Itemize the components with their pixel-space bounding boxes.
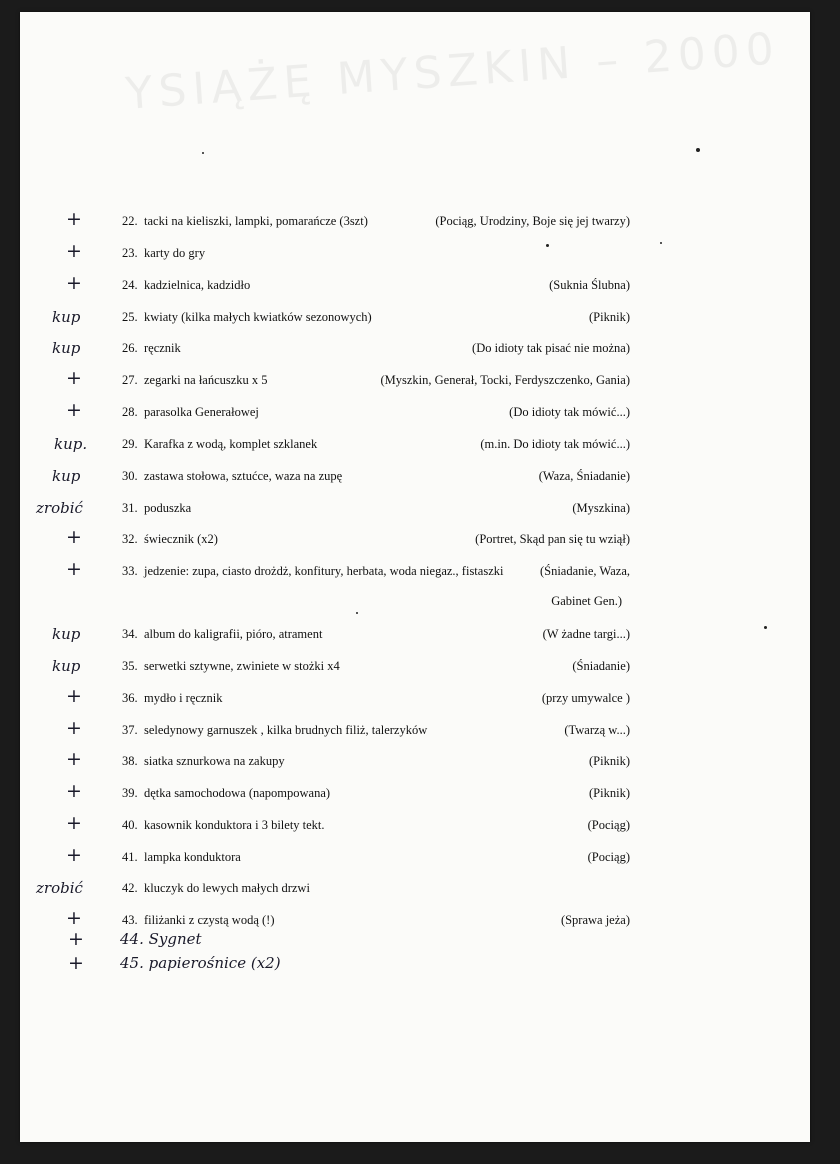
item-number: 29. — [122, 437, 138, 451]
item-text: karty do gry — [144, 246, 206, 260]
scene-reference-continued: Gabinet Gen.) — [551, 594, 622, 608]
scene-reference: (Do idioty tak pisać nie można) — [472, 341, 630, 355]
item-number: 31. — [122, 501, 138, 515]
item-text: kluczyk do lewych małych drzwi — [144, 881, 310, 895]
item-number: 22. — [122, 214, 138, 228]
item-number: 37. — [122, 723, 138, 737]
check-mark: + — [66, 780, 82, 802]
item-text: lampka konduktora — [144, 850, 241, 864]
list-item — [20, 210, 810, 234]
item-text: serwetki sztywne, zwiniete w stożki x4 — [144, 659, 340, 673]
item-number: 36. — [122, 691, 138, 705]
item-number: 34. — [122, 627, 138, 641]
scene-reference: (Pociąg) — [587, 818, 630, 832]
check-mark: + — [66, 399, 82, 421]
list-item — [20, 687, 810, 711]
handwritten-note: zrobić — [36, 499, 83, 517]
check-mark: + — [66, 558, 82, 580]
scene-reference: (Suknia Ślubna) — [549, 278, 630, 292]
scene-reference: (Myszkina) — [572, 501, 630, 515]
item-text: parasolka Generałowej — [144, 405, 259, 419]
handwritten-note: kup — [52, 625, 81, 643]
scene-reference: (Śniadanie, Waza, — [539, 564, 630, 578]
scene-reference: (Piknik) — [589, 786, 630, 800]
scene-reference: (Piknik) — [589, 754, 630, 768]
item-number: 24. — [122, 278, 138, 292]
handwritten-note: kup — [52, 657, 81, 675]
list-item — [20, 337, 810, 361]
list-item — [20, 558, 810, 608]
ink-speck — [202, 152, 204, 154]
ink-speck — [696, 148, 700, 152]
handwritten-item: 45. papierośnice (x2) — [120, 954, 281, 972]
handwritten-note: kup — [52, 467, 81, 485]
scene-reference: (Pociąg) — [587, 850, 630, 864]
check-mark: + — [66, 812, 82, 834]
check-mark: + — [66, 685, 82, 707]
item-text: kadzielnica, kadzidło — [144, 278, 251, 292]
item-text: filiżanki z czystą wodą (!) — [144, 913, 275, 927]
list-item — [20, 814, 810, 838]
scene-reference: (Portret, Skąd pan się tu wziął) — [475, 532, 630, 546]
scene-reference: (Sprawa jeża) — [560, 913, 630, 927]
bleed-through-heading: YSIĄŻĘ MYSZKIN – 2000 — [123, 23, 781, 120]
list-item — [20, 306, 810, 330]
ink-speck — [356, 612, 358, 614]
item-text: kasownik konduktora i 3 bilety tekt. — [144, 818, 325, 832]
check-mark: + — [66, 907, 82, 929]
scene-reference: (Do idioty tak mówić...) — [509, 405, 630, 419]
list-item — [20, 528, 810, 552]
check-mark: + — [68, 928, 84, 950]
item-text: mydło i ręcznik — [144, 691, 223, 705]
item-number: 33. — [122, 564, 138, 578]
item-number: 43. — [122, 913, 138, 927]
check-mark: + — [66, 844, 82, 866]
item-text: Karafka z wodą, komplet szklanek — [144, 437, 318, 451]
document-page — [20, 12, 810, 1142]
handwritten-note: kup — [52, 308, 81, 326]
item-number: 30. — [122, 469, 138, 483]
item-number: 25. — [122, 310, 138, 324]
scene-reference: (przy umywalce ) — [541, 691, 630, 705]
item-text: tacki na kieliszki, lampki, pomarańcze (3szt) — [144, 214, 368, 228]
list-item — [20, 433, 810, 457]
check-mark: + — [68, 952, 84, 974]
check-mark: + — [66, 717, 82, 739]
list-item — [20, 401, 810, 425]
list-item — [20, 782, 810, 806]
item-text: album do kaligrafii, pióro, atrament — [144, 627, 323, 641]
item-number: 28. — [122, 405, 138, 419]
item-text: jedzenie: zupa, ciasto drożdż, konfitury, herbata, woda niegaz., fistaszki — [144, 564, 504, 578]
item-number: 38. — [122, 754, 138, 768]
item-number: 35. — [122, 659, 138, 673]
list-item — [20, 242, 810, 266]
scene-reference: (Waza, Śniadanie) — [538, 469, 630, 483]
scene-reference: (W żadne targi...) — [542, 627, 630, 641]
item-number: 40. — [122, 818, 138, 832]
handwritten-item: 44. Sygnet — [120, 930, 202, 948]
check-mark: + — [66, 748, 82, 770]
list-item — [20, 274, 810, 298]
item-number: 26. — [122, 341, 138, 355]
item-text: dętka samochodowa (napompowana) — [144, 786, 331, 800]
scene-reference: (m.in. Do idioty tak mówić...) — [480, 437, 630, 451]
list-item — [20, 655, 810, 679]
check-mark: + — [66, 367, 82, 389]
list-item — [20, 465, 810, 489]
list-item — [20, 623, 810, 647]
list-item — [20, 846, 810, 870]
check-mark: + — [66, 240, 82, 262]
item-number: 27. — [122, 373, 138, 387]
item-text: zastawa stołowa, sztućce, waza na zupę — [144, 469, 343, 483]
item-text: kwiaty (kilka małych kwiatków sezonowych) — [144, 310, 372, 324]
item-text: ręcznik — [144, 341, 181, 355]
list-item — [20, 719, 810, 743]
handwritten-note: kup — [52, 339, 81, 357]
item-number: 23. — [122, 246, 138, 260]
check-mark: + — [66, 208, 82, 230]
item-text: poduszka — [144, 501, 192, 515]
handwritten-note: kup. — [54, 435, 88, 453]
item-number: 39. — [122, 786, 138, 800]
handwritten-note: zrobić — [36, 879, 83, 897]
scene-reference: (Śniadanie) — [572, 659, 630, 673]
scene-reference: (Piknik) — [589, 310, 630, 324]
check-mark: + — [66, 272, 82, 294]
scene-reference: (Myszkin, Generał, Tocki, Ferdyszczenko, Gania) — [380, 373, 630, 387]
item-text: zegarki na łańcuszku x 5 — [144, 373, 268, 387]
list-item — [20, 877, 810, 901]
scene-reference: (Pociąg, Urodziny, Boje się jej twarzy) — [435, 214, 630, 228]
list-item — [20, 497, 810, 521]
list-item — [20, 750, 810, 774]
item-number: 32. — [122, 532, 138, 546]
item-number: 42. — [122, 881, 138, 895]
item-text: świecznik (x2) — [144, 532, 218, 546]
scene-reference: (Twarzą w...) — [564, 723, 630, 737]
item-text: seledynowy garnuszek , kilka brudnych filiż, talerzyków — [144, 723, 428, 737]
item-text: siatka sznurkowa na zakupy — [144, 754, 285, 768]
list-item — [20, 369, 810, 393]
item-number: 41. — [122, 850, 138, 864]
check-mark: + — [66, 526, 82, 548]
